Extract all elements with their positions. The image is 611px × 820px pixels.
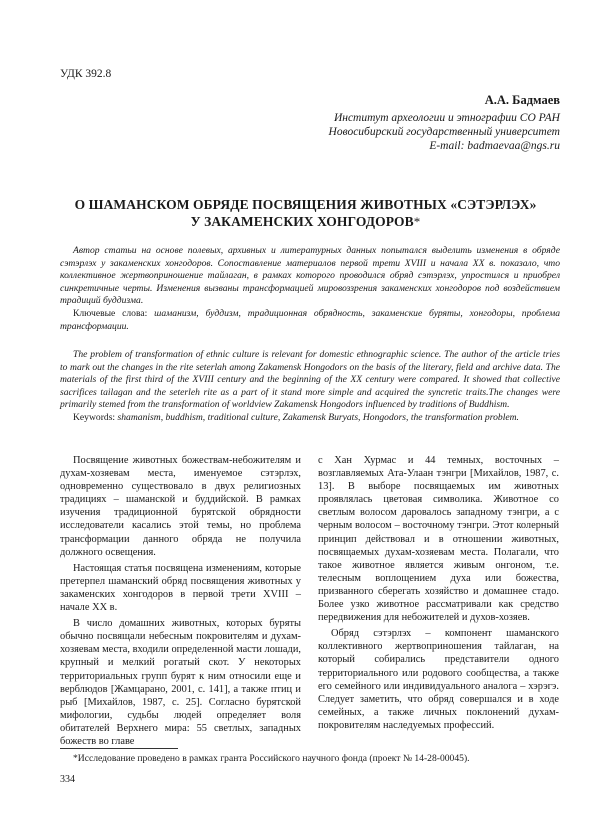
- paragraph-rite: Обряд сэтэрлэх – компонент шаманского коллективного жертвоприношения тайлаган, на который собирались представители одного территориального или родового сообщества, а также его семейного или индивидуального аналога – хэрэгэ. Следует заметить, что обряд совершался и в ходе семейных, а также личных поклонений духам-покровителям наследуемых профессий.: [318, 628, 559, 731]
- title-line-2: [40, 213, 571, 230]
- paragraph-animals: В число домашних животных, которых буряты обычно посвящали небесным покровителям и духам-хозяевам места, входили определенной масти лошади, крупный и мелкий рогатый скот. У некоторых территориальных групп бурят к ним относили еще и верблюдов [Жамцарано, 2001, с. 141], а также птиц и рыб [Михайлов, 1987, с. 25]. Согласно бурятской мифологии, судьбы людей определяет воля обитателей Верхнего мира: 55 светлых, западных божеств во главе: [60, 618, 301, 747]
- affiliation-block: [230, 111, 560, 153]
- paragraph-intro: Посвящение животных божествам-небожителям и духам-хозяевам места, именуемое сэтэрлэх, одновременно существовало в двух религиозных традициях – шаманской и буддийской. В рамках изучения традиционной бурятской обрядности исследователи касались этой темы, но проблема трансформации данного обряда не получила должного освещения.: [60, 455, 301, 558]
- author-name: А.А. Бадмаев: [484, 93, 560, 107]
- keywords-ru-label: Ключевые слова:: [73, 307, 148, 319]
- body-column-right: [318, 454, 559, 735]
- title-line-1: О ШАМАНСКОМ ОБРЯДЕ ПОСВЯЩЕНИЯ ЖИВОТНЫХ «СЭТЭРЛЭХ»: [74, 197, 537, 212]
- article-title: [40, 196, 571, 230]
- paragraph-scope: Настоящая статья посвящена изменениям, которые претерпел шаманский обряд посвящения животных у закаменских хонгодоров в первой трети XVIII – начале XX в.: [60, 562, 301, 614]
- abstract-en-text: The problem of transformation of ethnic culture is relevant for domestic ethnographic science. The author of the article tries to mark out the changes in the rite seterlah among Zakamensk Hongodors on the basis of the literary, field and archive data. The materials of the first third of the XVIII century and the beginning of the XX century were compared. It showed that collective sacrifices tailagan and the seterleh rite as a part of it stand more simple and acquired the syncretic traits.The changes were primarily stemed from the transformation of worldview Zakamensk Hongodors influenced by traditions of Buddhism.: [60, 349, 560, 411]
- title-footnote-mark[interactable]: *: [413, 214, 421, 229]
- abstract-english: [60, 349, 560, 425]
- abstract-russian: [60, 245, 560, 333]
- page-number: 334: [60, 774, 75, 785]
- author-email[interactable]: E-mail: badmaevaa@ngs.ru: [429, 140, 560, 152]
- keywords-ru: [60, 308, 560, 333]
- body-column-left: [60, 454, 301, 751]
- footnote-grant: *Исследование проведено в рамках гранта Российского научного фонда (проект № 14-28-00045).: [73, 753, 470, 764]
- udk-code: УДК 392.8: [60, 68, 112, 80]
- affiliation-institute: Институт археологии и этнографии СО РАН: [333, 112, 560, 124]
- abstract-ru-text: Автор статьи на основе полевых, архивных и литературных данных попытался выделить изменения в обряде сэтэрлэх у закаменских хонгодоров. Сопоставление материалов первой трети XVIII и начала XX в. показало, что коллективное жертвоприношение тайлаган, в рамках которого проводился обряд сэтэрлэх, упростился и приобрел синкретичные черты. Изменения вызваны трансформацией мировоззрения закаменских хонгодоров под воздействием традиций буддизма.: [60, 245, 560, 307]
- keywords-ru-list: шаманизм, буддизм, традиционная обрядность, закаменские буряты, хонгодоры, проблема трансформации.: [60, 307, 561, 332]
- footnote-divider: [60, 748, 178, 749]
- keywords-en-label: Keywords:: [73, 411, 116, 423]
- paragraph-deities-continued: с Хан Хурмас и 44 темных, восточных – возглавляемых Ата-Улаан тэнгри [Михайлов, 1987, с. 13]. В выборе посвящаемых им животных проявлялась цветовая символика. Животное со светлым волосом даровалось западному тэнгри, а с черным волосом – восточному тэнгри. Этот колерный принцип действовал и в отношении животных, посвящаемых духам-хозяевам места. Полагали, что такое животное является живым онгоном, т.е. телесным воплощением духа или божества, призванного сберегать хозяйство и домашнее стадо. Более узко животное рассматривали как средство передвижения для небожителей и духов-хозяев.: [318, 455, 559, 624]
- keywords-en: [60, 412, 560, 425]
- title-line-2-text: У ЗАКАМЕНСКИХ ХОНГОДОРОВ: [190, 214, 414, 229]
- affiliation-university: Новосибирский государственный университет: [328, 126, 560, 138]
- keywords-en-list: shamanism, buddhism, traditional culture, Zakamensk Buryats, Hongodors, the transformation problem.: [117, 411, 519, 423]
